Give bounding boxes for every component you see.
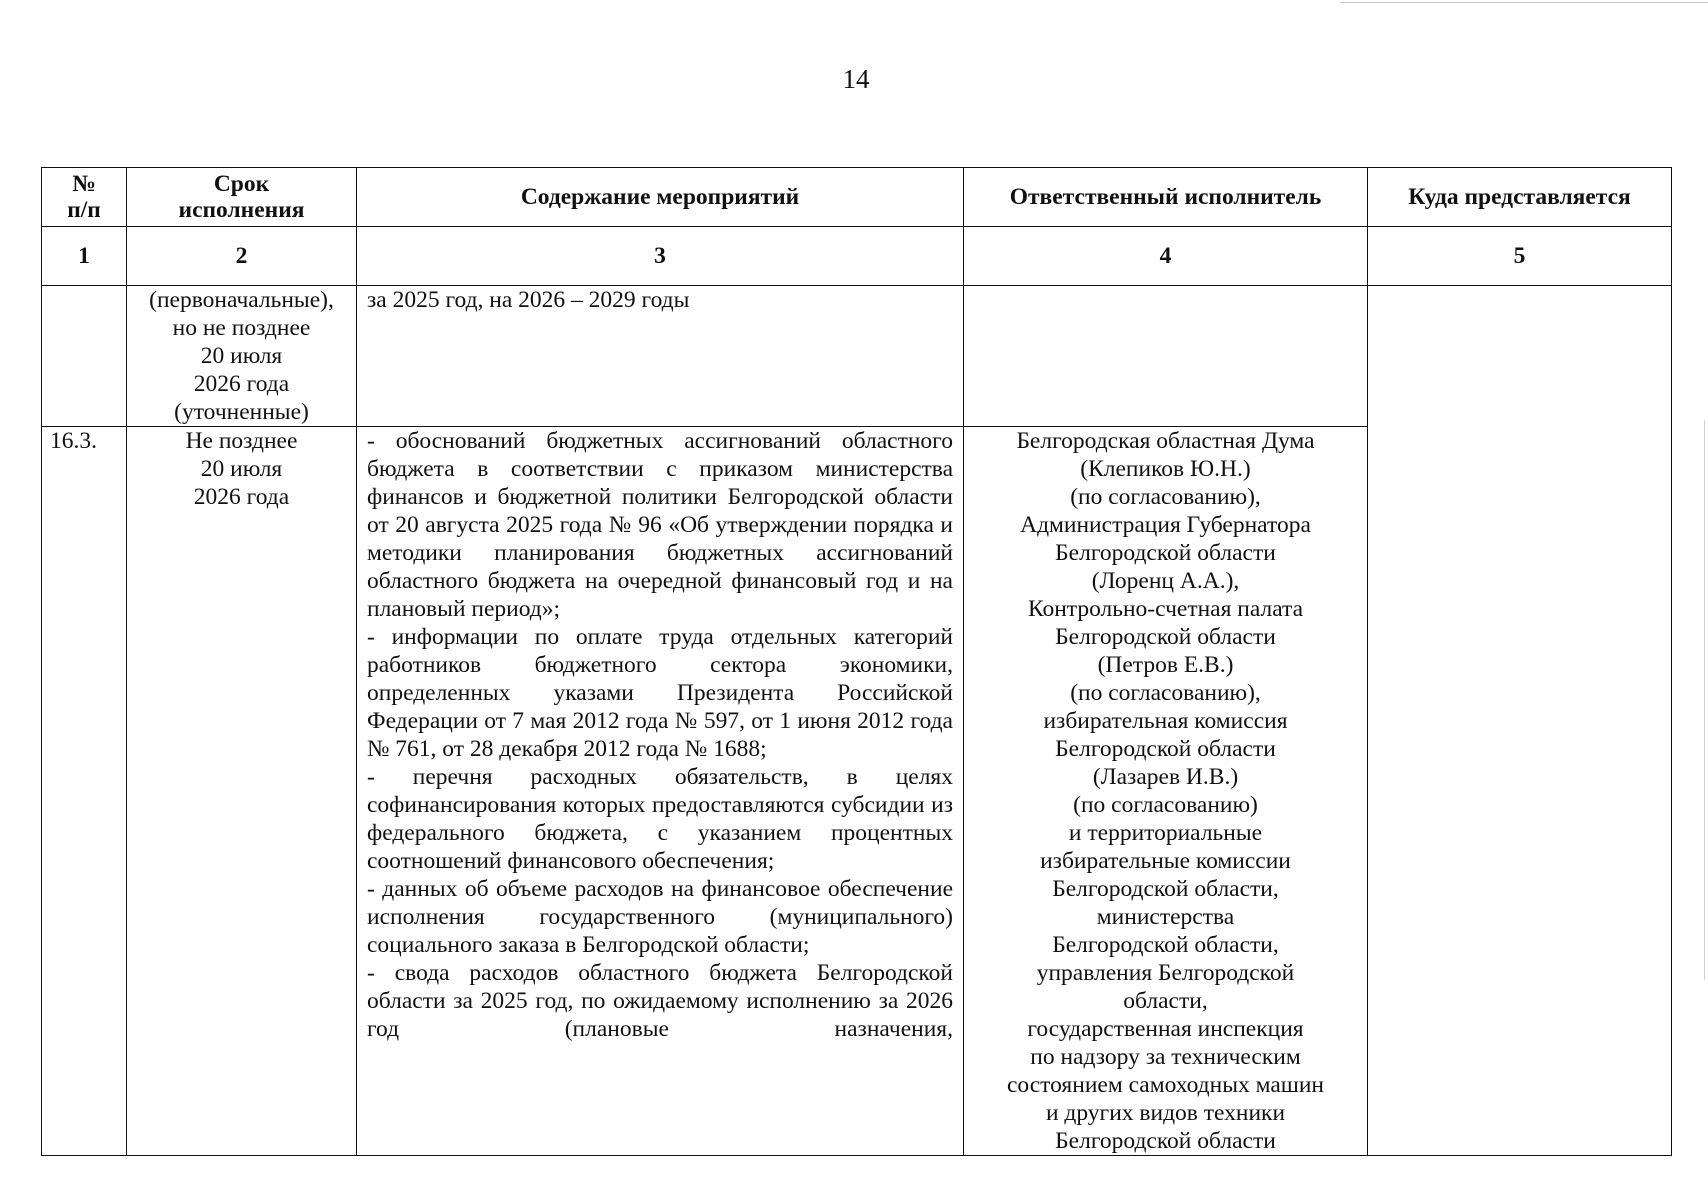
executor-line: области, xyxy=(1123,988,1208,1014)
plan-table xyxy=(41,167,1672,1156)
row-num xyxy=(42,286,127,427)
executor-line: Белгородской области xyxy=(1055,1128,1276,1154)
column-number: 5 xyxy=(1368,227,1672,286)
content-paragraph: - свода расходов областного бюджета Белгородской области за 2025 год, по ожидаемому исполнению за 2026 год (плановые назначения, xyxy=(367,960,953,1042)
header-num-line1: № xyxy=(72,171,96,197)
executor-line: и других видов техники xyxy=(1045,1100,1286,1126)
header-deadline xyxy=(127,168,357,227)
header-deadline-line1: Срок xyxy=(213,171,270,197)
executor-line: министерства xyxy=(1096,904,1235,930)
header-executor: Ответственный исполнитель xyxy=(964,168,1368,227)
column-number-row xyxy=(42,227,1672,286)
row-num: 16.3. xyxy=(42,427,127,1156)
column-number: 1 xyxy=(42,227,127,286)
deadline-line: но не позднее xyxy=(172,315,311,341)
row-executor xyxy=(964,427,1368,1156)
content-paragraph: - данных об объеме расходов на финансовое обеспечение исполнения государственного (муниципального) социального заказа в Белгородской области; xyxy=(367,876,953,958)
deadline-line: 20 июля xyxy=(200,456,283,482)
content-paragraph: - обоснований бюджетных ассигнований областного бюджета в соответствии с приказом министерства финансов и бюджетной политики Белгородской области от 20 августа 2025 года № 96 «Об утверждении порядка и методики планирования бюджетных ассигнований областного бюджета на очередной финансовый год и на плановый период»; xyxy=(367,428,953,622)
content-paragraph: за 2025 год, на 2026 – 2029 годы xyxy=(367,287,690,313)
executor-line: и территориальные xyxy=(1068,820,1263,846)
executor-line: Контрольно-счетная палата xyxy=(1027,596,1304,622)
deadline-line: 20 июля xyxy=(200,343,283,369)
column-number: 4 xyxy=(964,227,1368,286)
executor-line: избирательные комиссии xyxy=(1040,848,1291,874)
content-paragraph: - перечня расходных обязательств, в целях софинансирования которых предоставляются субсидии из федерального бюджета, с указанием процентных соотношений финансового обеспечения; xyxy=(367,764,953,874)
executor-line: состоянием самоходных машин xyxy=(1006,1072,1325,1098)
executor-line: (по согласованию), xyxy=(1070,680,1261,706)
executor-line: Белгородской области xyxy=(1055,540,1276,566)
header-recipient: Куда представляется xyxy=(1368,168,1672,227)
executor-line: по надзору за техническим xyxy=(1030,1044,1301,1070)
header-row xyxy=(42,168,1672,227)
column-number: 3 xyxy=(357,227,964,286)
table-row xyxy=(42,286,1672,427)
header-num xyxy=(42,168,127,227)
executor-line: (Лоренц А.А.), xyxy=(1091,568,1240,594)
executor-line: (по согласованию) xyxy=(1073,792,1258,818)
executor-line: Белгородской области, xyxy=(1052,876,1279,902)
executor-line: Администрация Губернатора xyxy=(1020,512,1311,538)
header-deadline-line2: исполнения xyxy=(178,197,305,223)
executor-line: (по согласованию), xyxy=(1070,484,1261,510)
scan-edge-line-right xyxy=(1704,420,1705,980)
executor-line: Белгородской области xyxy=(1055,624,1276,650)
executor-line: Белгородской области, xyxy=(1052,932,1279,958)
executor-line: (Лазарев И.В.) xyxy=(1092,764,1239,790)
deadline-line: (уточненные) xyxy=(174,399,309,425)
row-recipient xyxy=(1368,286,1672,1156)
header-content: Содержание мероприятий xyxy=(357,168,964,227)
scan-edge-line xyxy=(1340,2,1708,3)
header-num-line2: п/п xyxy=(67,197,101,223)
executor-line: Белгородской области xyxy=(1055,736,1276,762)
row-deadline xyxy=(127,427,357,1156)
column-number: 2 xyxy=(127,227,357,286)
deadline-line: Не позднее xyxy=(185,428,298,454)
content-paragraph: - информации по оплате труда отдельных категорий работников бюджетного сектора экономики, определенных указами Президента Российской Федерации от 7 мая 2012 года № 597, от 1 июня 2012 года № 761, от 28 декабря 2012 года № 1688; xyxy=(367,624,953,762)
deadline-line: 2026 года xyxy=(193,371,290,397)
deadline-line: (первоначальные), xyxy=(149,287,334,313)
row-content xyxy=(357,427,964,1156)
executor-line: управления Белгородской xyxy=(1036,960,1295,986)
row-executor xyxy=(964,286,1368,427)
executor-line: (Петров Е.В.) xyxy=(1097,652,1234,678)
row-deadline xyxy=(127,286,357,427)
executor-line: избирательная комиссия xyxy=(1043,708,1288,734)
page-number: 14 xyxy=(842,64,870,94)
executor-line: (Клепиков Ю.Н.) xyxy=(1080,456,1251,482)
executor-line: Белгородская областная Дума xyxy=(1016,428,1315,454)
deadline-line: 2026 года xyxy=(193,484,290,510)
executor-line: государственная инспекция xyxy=(1027,1016,1304,1042)
row-content xyxy=(357,286,964,427)
